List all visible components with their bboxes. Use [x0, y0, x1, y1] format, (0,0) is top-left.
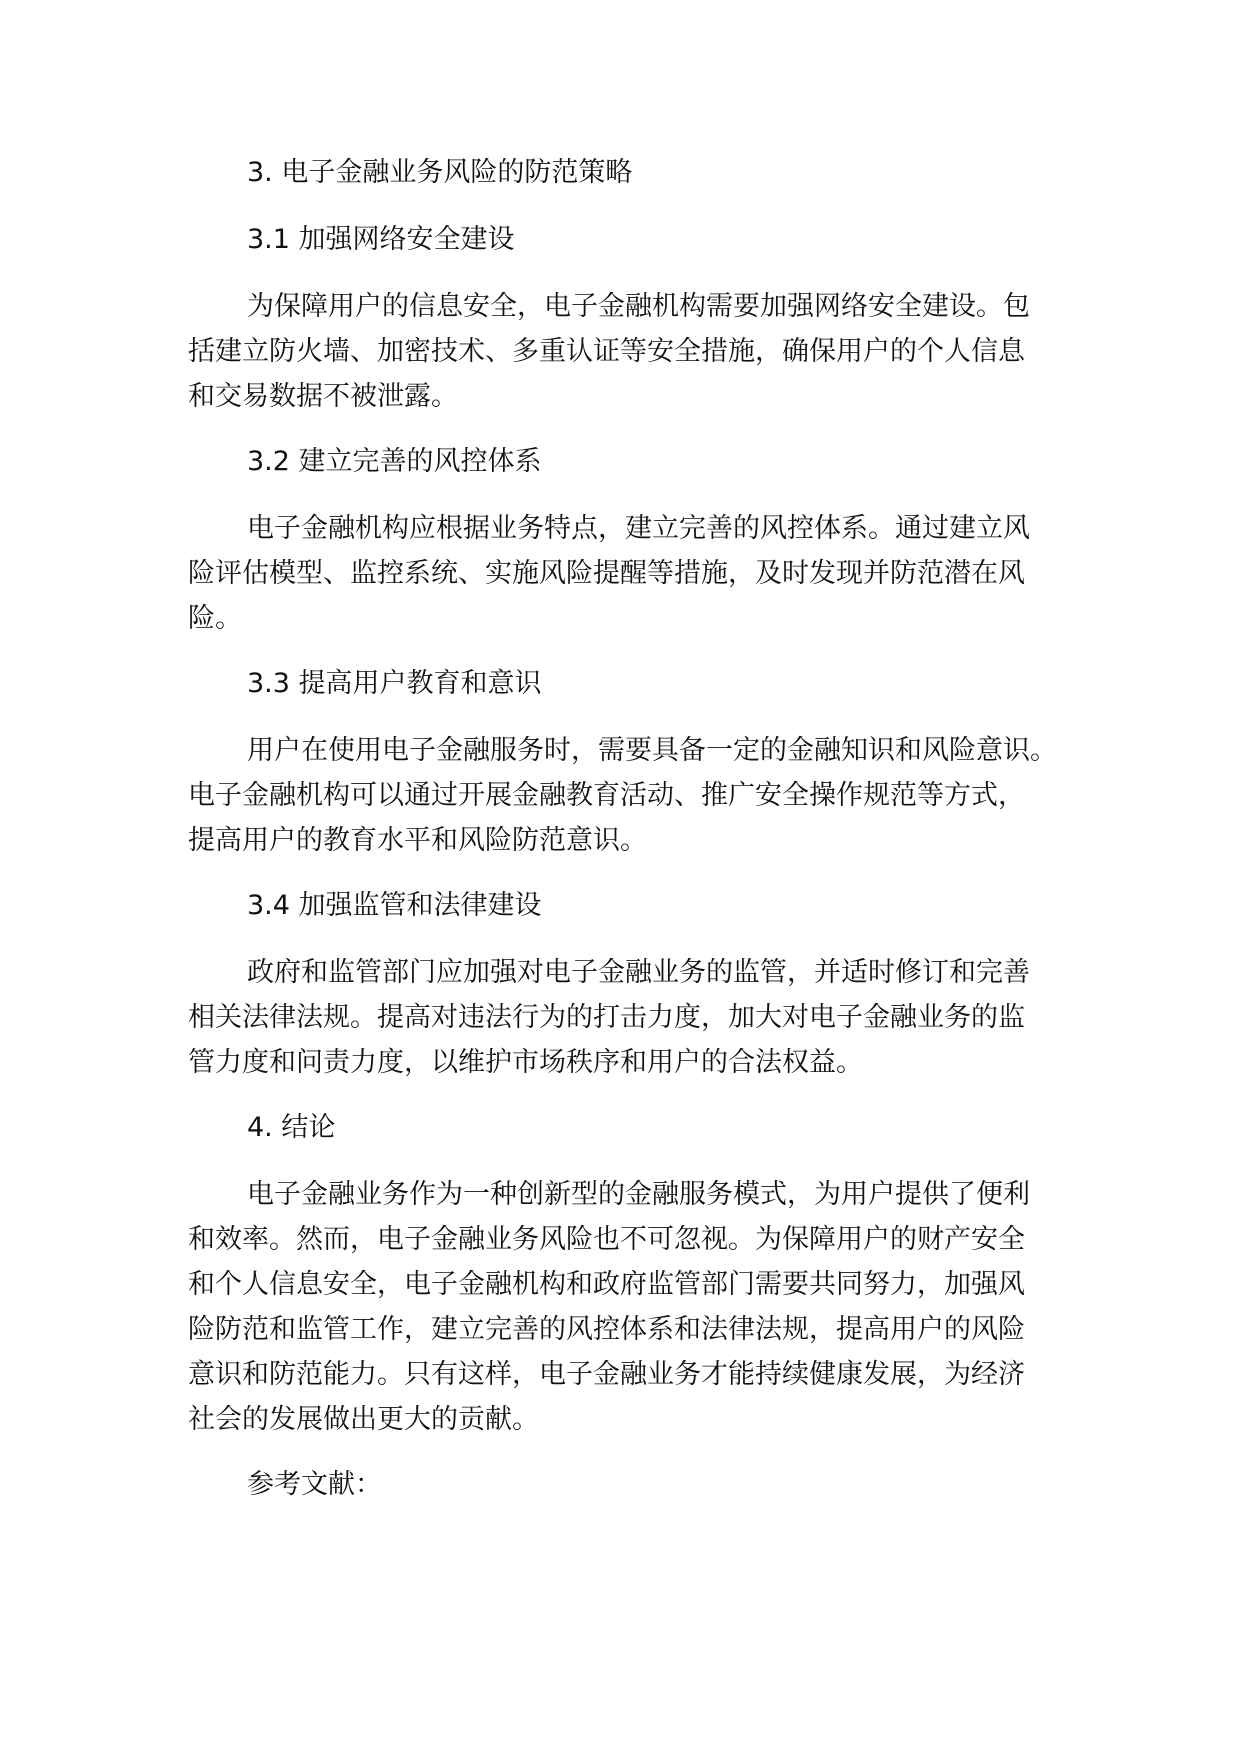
paragraph-line: 和交易数据不被泄露。 [188, 381, 458, 412]
subsection-3-1-paragraph [188, 284, 1068, 419]
paragraph-line: 意识和防范能力。只有这样，电子金融业务才能持续健康发展，为经济 [188, 1359, 1025, 1390]
paragraph-line: 险防范和监管工作，建立完善的风控体系和法律法规，提高用户的风险 [188, 1314, 1025, 1345]
document-body [188, 150, 1068, 1529]
conclusion-paragraph [188, 1172, 1068, 1442]
references-heading: 参考文献： [247, 1469, 382, 1500]
paragraph-line: 用户在使用电子金融服务时，需要具备一定的金融知识和风险意识。 [247, 735, 1057, 766]
paragraph-line: 政府和监管部门应加强对电子金融业务的监管，并适时修订和完善 [247, 957, 1030, 988]
subsection-3-3-heading: 3.3 提高用户教育和意识 [247, 668, 542, 699]
paragraph-line: 括建立防火墙、加密技术、多重认证等安全措施，确保用户的个人信息 [188, 336, 1025, 367]
paragraph-line: 和个人信息安全，电子金融机构和政府监管部门需要共同努力，加强风 [188, 1269, 1025, 1300]
subsection-3-4-paragraph [188, 950, 1068, 1085]
paragraph-line: 电子金融业务作为一种创新型的金融服务模式，为用户提供了便利 [247, 1179, 1030, 1210]
subsection-3-3-paragraph [188, 728, 1068, 863]
subsection-3-2-heading: 3.2 建立完善的风控体系 [247, 446, 542, 477]
paragraph-line: 和效率。然而，电子金融业务风险也不可忽视。为保障用户的财产安全 [188, 1224, 1025, 1255]
paragraph-line: 提高用户的教育水平和风险防范意识。 [188, 825, 647, 856]
paragraph-line: 电子金融机构可以通过开展金融教育活动、推广安全操作规范等方式， [188, 780, 1025, 811]
subsection-3-2-paragraph [188, 506, 1068, 641]
paragraph-line: 管力度和问责力度，以维护市场秩序和用户的合法权益。 [188, 1047, 863, 1078]
paragraph-line: 相关法律法规。提高对违法行为的打击力度，加大对电子金融业务的监 [188, 1002, 1025, 1033]
subsection-3-1-heading: 3.1 加强网络安全建设 [247, 224, 515, 255]
paragraph-line: 险评估模型、监控系统、实施风险提醒等措施，及时发现并防范潜在风 [188, 558, 1025, 589]
subsection-3-4-heading: 3.4 加强监管和法律建设 [247, 890, 542, 921]
section-4-heading: 4. 结论 [247, 1112, 336, 1143]
paragraph-line: 社会的发展做出更大的贡献。 [188, 1404, 539, 1435]
paragraph-line: 险。 [188, 603, 242, 634]
paragraph-line: 电子金融机构应根据业务特点，建立完善的风控体系。通过建立风 [247, 513, 1030, 544]
paragraph-line: 为保障用户的信息安全，电子金融机构需要加强网络安全建设。包 [247, 291, 1030, 322]
section-3-heading: 3. 电子金融业务风险的防范策略 [247, 157, 633, 188]
